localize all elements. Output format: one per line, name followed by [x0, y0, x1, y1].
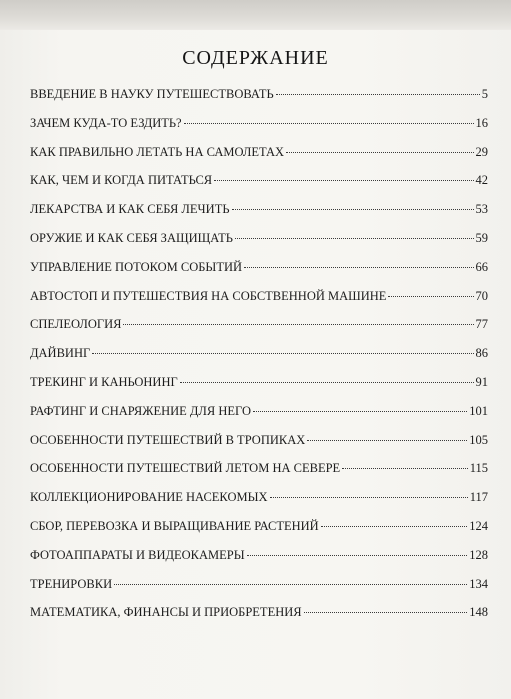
- toc-entry-page-number: 5: [481, 87, 488, 101]
- toc-dot-leader: [253, 411, 467, 412]
- toc-dot-leader: [304, 612, 468, 613]
- toc-dot-leader: [180, 382, 474, 383]
- toc-entry-title: АВТОСТОП И ПУТЕШЕСТВИЯ НА СОБСТВЕННОЙ МАШИНЕ: [30, 288, 387, 303]
- toc-entry-title: ОСОБЕННОСТИ ПУТЕШЕСТВИЙ В ТРОПИКАХ: [30, 432, 306, 447]
- toc-entry-title: ТРЕНИРОВКИ: [30, 576, 113, 591]
- toc-entry[interactable]: [30, 288, 488, 317]
- toc-dot-leader: [114, 584, 467, 585]
- toc-dot-leader: [184, 123, 474, 124]
- toc-dot-leader: [247, 555, 468, 556]
- toc-entry[interactable]: [30, 518, 488, 547]
- toc-entry-page-number: 16: [475, 115, 488, 130]
- toc-entry-title: ВВЕДЕНИЕ В НАУКУ ПУТЕШЕСТВОВАТЬ: [30, 87, 274, 101]
- toc-entry-title: ФОТОАППАРАТЫ И ВИДЕОКАМЕРЫ: [30, 547, 245, 562]
- toc-entry-page-number: 42: [475, 173, 488, 188]
- toc-entry-title: ОРУЖИЕ И КАК СЕБЯ ЗАЩИЩАТЬ: [30, 230, 233, 245]
- toc-dot-leader: [307, 440, 467, 441]
- toc-entry-title: РАФТИНГ И СНАРЯЖЕНИЕ ДЛЯ НЕГО: [30, 403, 251, 418]
- toc-dot-leader: [232, 209, 474, 210]
- toc-entry[interactable]: [30, 460, 488, 489]
- toc-entry-page-number: 134: [469, 576, 488, 591]
- toc-entry-page-number: 53: [475, 202, 488, 217]
- toc-entry[interactable]: [30, 316, 488, 345]
- toc-entry-title: КОЛЛЕКЦИОНИРОВАНИЕ НАСЕКОМЫХ: [30, 490, 268, 505]
- toc-entry-page-number: 66: [475, 259, 488, 274]
- toc-entry[interactable]: [30, 144, 488, 173]
- toc-dot-leader: [342, 468, 468, 469]
- toc-entry-page-number: 59: [475, 230, 488, 245]
- toc-dot-leader: [286, 152, 473, 153]
- toc-entry[interactable]: [30, 576, 488, 605]
- toc-entry-page-number: 148: [469, 605, 488, 620]
- toc-entry-page-number: 86: [475, 346, 488, 361]
- toc-entry-title: ЗАЧЕМ КУДА-ТО ЕЗДИТЬ?: [30, 115, 182, 130]
- toc-entry[interactable]: [30, 115, 488, 144]
- toc-dot-leader: [321, 526, 468, 527]
- toc-dot-leader: [92, 353, 473, 354]
- toc-entry-title: ЛЕКАРСТВА И КАК СЕБЯ ЛЕЧИТЬ: [30, 202, 230, 217]
- toc-dot-leader: [123, 324, 473, 325]
- toc-entry[interactable]: [30, 547, 488, 576]
- toc-entry-page-number: 115: [469, 461, 488, 476]
- toc-entry[interactable]: [30, 345, 488, 374]
- toc-entry-page-number: 117: [469, 490, 488, 505]
- toc-entry-title: ОСОБЕННОСТИ ПУТЕШЕСТВИЙ ЛЕТОМ НА СЕВЕРЕ: [30, 461, 341, 476]
- toc-entry-title: МАТЕМАТИКА, ФИНАНСЫ И ПРИОБРЕТЕНИЯ: [30, 605, 302, 620]
- toc-entry-title: СБОР, ПЕРЕВОЗКА И ВЫРАЩИВАНИЕ РАСТЕНИЙ: [30, 518, 319, 533]
- toc-entry[interactable]: [30, 374, 488, 403]
- toc-entry-page-number: 105: [469, 432, 488, 447]
- toc-entry[interactable]: [30, 403, 488, 432]
- toc-entry-title: ТРЕКИНГ И КАНЬОНИНГ: [30, 374, 178, 389]
- page-title: СОДЕРЖАНИЕ: [182, 47, 329, 70]
- toc-entry-page-number: 70: [475, 288, 488, 303]
- toc-dot-leader: [244, 267, 473, 268]
- toc-entry[interactable]: [30, 432, 488, 461]
- toc-entry[interactable]: [30, 259, 488, 288]
- toc-entry[interactable]: [30, 230, 488, 259]
- toc-entry-title: ДАЙВИНГ: [30, 346, 91, 361]
- toc-entry-page-number: 91: [475, 374, 488, 389]
- toc-entry-title: СПЕЛЕОЛОГИЯ: [30, 317, 122, 332]
- toc-dot-leader: [270, 497, 468, 498]
- toc-entry[interactable]: [30, 86, 488, 115]
- table-of-contents: [30, 86, 488, 633]
- toc-entry-page-number: 128: [469, 547, 488, 562]
- toc-entry-title: КАК, ЧЕМ И КОГДА ПИТАТЬСЯ: [30, 173, 213, 188]
- toc-entry[interactable]: [30, 489, 488, 518]
- toc-entry-title: УПРАВЛЕНИЕ ПОТОКОМ СОБЫТИЙ: [30, 259, 243, 274]
- toc-entry-page-number: 101: [469, 403, 488, 418]
- toc-dot-leader: [214, 180, 473, 181]
- toc-dot-leader: [235, 238, 474, 239]
- page-top-strip: [0, 0, 511, 30]
- toc-entry-page-number: 77: [475, 317, 488, 332]
- toc-dot-leader: [388, 296, 473, 297]
- toc-entry[interactable]: [30, 201, 488, 230]
- toc-dot-leader: [276, 94, 480, 95]
- toc-entry-title: КАК ПРАВИЛЬНО ЛЕТАТЬ НА САМОЛЕТАХ: [30, 144, 285, 159]
- toc-entry[interactable]: [30, 604, 488, 633]
- toc-entry-page-number: 29: [475, 144, 488, 159]
- toc-entry-page-number: 124: [469, 518, 488, 533]
- toc-entry[interactable]: [30, 172, 488, 201]
